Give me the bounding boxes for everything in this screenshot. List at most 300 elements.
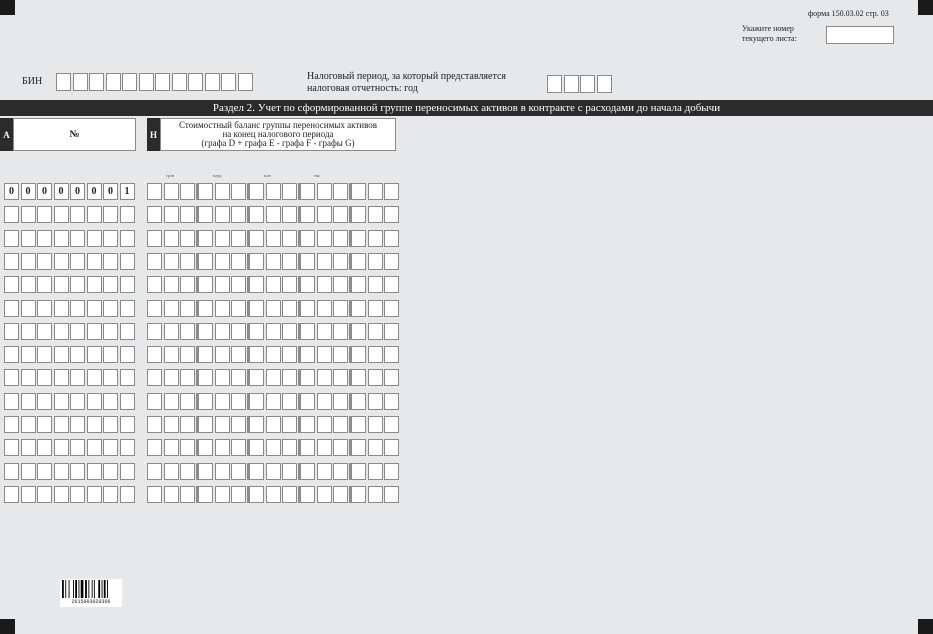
row-number-cell[interactable] [21, 206, 36, 223]
row-number-cell[interactable] [54, 253, 69, 270]
amount-digit-cell[interactable] [215, 300, 230, 317]
amount-digit-cell[interactable] [351, 253, 366, 270]
row-number-cell[interactable] [4, 393, 19, 410]
amount-digit-cell[interactable] [368, 300, 383, 317]
row-number-cell[interactable] [4, 276, 19, 293]
amount-digit-cell[interactable] [231, 206, 246, 223]
amount-digit-cell[interactable] [231, 369, 246, 386]
amount-digit-cell[interactable] [384, 300, 399, 317]
row-number-cell[interactable] [4, 346, 19, 363]
row-number-cell[interactable] [120, 439, 135, 456]
row-number-cell[interactable] [103, 253, 118, 270]
amount-digit-cell[interactable] [351, 183, 366, 200]
amount-digit-cell[interactable] [317, 439, 332, 456]
amount-digit-cell[interactable] [351, 416, 366, 433]
amount-digit-cell[interactable] [351, 230, 366, 247]
row-number-cell[interactable] [54, 206, 69, 223]
amount-digit-cell[interactable] [266, 369, 281, 386]
row-number-cell[interactable] [70, 206, 85, 223]
amount-digit-cell[interactable] [282, 463, 297, 480]
amount-digit-cell[interactable] [282, 183, 297, 200]
amount-digit-cell[interactable] [317, 183, 332, 200]
row-number-cell[interactable] [21, 486, 36, 503]
amount-digit-cell[interactable] [249, 183, 264, 200]
amount-digit-cell[interactable] [164, 369, 179, 386]
amount-digit-cell[interactable] [231, 463, 246, 480]
amount-digit-cell[interactable] [164, 393, 179, 410]
amount-digit-cell[interactable] [384, 393, 399, 410]
amount-digit-cell[interactable] [147, 230, 162, 247]
row-number-cell[interactable] [87, 300, 102, 317]
row-number-cell[interactable]: 0 [37, 183, 52, 200]
row-number-cell[interactable] [37, 439, 52, 456]
row-number-cell[interactable] [70, 393, 85, 410]
row-number-cell[interactable] [87, 346, 102, 363]
amount-digit-cell[interactable] [180, 346, 195, 363]
amount-digit-cell[interactable] [147, 439, 162, 456]
amount-digit-cell[interactable] [300, 323, 315, 340]
row-number-cell[interactable] [120, 230, 135, 247]
amount-digit-cell[interactable] [333, 183, 348, 200]
row-number-cell[interactable] [70, 439, 85, 456]
row-number-cell[interactable] [37, 206, 52, 223]
row-number-cell[interactable] [54, 393, 69, 410]
amount-digit-cell[interactable] [215, 206, 230, 223]
amount-digit-cell[interactable] [282, 323, 297, 340]
amount-digit-cell[interactable] [266, 439, 281, 456]
amount-digit-cell[interactable] [249, 206, 264, 223]
amount-digit-cell[interactable] [333, 230, 348, 247]
row-number-cell[interactable] [54, 276, 69, 293]
row-number-cell[interactable] [54, 416, 69, 433]
amount-digit-cell[interactable] [266, 230, 281, 247]
amount-digit-cell[interactable] [300, 230, 315, 247]
amount-digit-cell[interactable] [300, 346, 315, 363]
amount-digit-cell[interactable] [249, 230, 264, 247]
amount-digit-cell[interactable] [215, 230, 230, 247]
amount-digit-cell[interactable] [384, 323, 399, 340]
amount-digit-cell[interactable] [351, 486, 366, 503]
amount-digit-cell[interactable] [282, 206, 297, 223]
row-number-cell[interactable] [4, 439, 19, 456]
amount-digit-cell[interactable] [300, 439, 315, 456]
amount-digit-cell[interactable] [300, 206, 315, 223]
amount-digit-cell[interactable] [198, 183, 213, 200]
amount-digit-cell[interactable] [266, 253, 281, 270]
row-number-cell[interactable]: 0 [103, 183, 118, 200]
amount-digit-cell[interactable] [368, 463, 383, 480]
amount-digit-cell[interactable] [147, 253, 162, 270]
amount-digit-cell[interactable] [180, 323, 195, 340]
row-number-cell[interactable] [87, 253, 102, 270]
row-number-cell[interactable] [54, 230, 69, 247]
amount-digit-cell[interactable] [266, 393, 281, 410]
row-number-cell[interactable] [103, 346, 118, 363]
amount-digit-cell[interactable] [231, 393, 246, 410]
amount-digit-cell[interactable] [147, 416, 162, 433]
amount-digit-cell[interactable] [300, 300, 315, 317]
sheet-number-field[interactable] [826, 26, 894, 44]
row-number-cell[interactable] [120, 486, 135, 503]
amount-digit-cell[interactable] [368, 230, 383, 247]
row-number-cell[interactable] [37, 463, 52, 480]
bin-digit-cell[interactable] [205, 73, 220, 91]
amount-digit-cell[interactable] [333, 346, 348, 363]
row-number-cell[interactable] [120, 276, 135, 293]
row-number-cell[interactable] [120, 323, 135, 340]
amount-digit-cell[interactable] [333, 463, 348, 480]
row-number-cell[interactable] [4, 206, 19, 223]
amount-digit-cell[interactable] [198, 439, 213, 456]
amount-digit-cell[interactable] [384, 346, 399, 363]
amount-digit-cell[interactable] [317, 230, 332, 247]
amount-digit-cell[interactable] [282, 369, 297, 386]
amount-digit-cell[interactable] [147, 486, 162, 503]
amount-digit-cell[interactable] [351, 206, 366, 223]
amount-digit-cell[interactable] [351, 300, 366, 317]
row-number-cell[interactable] [37, 369, 52, 386]
amount-digit-cell[interactable] [147, 206, 162, 223]
amount-digit-cell[interactable] [198, 253, 213, 270]
row-number-cell[interactable] [54, 439, 69, 456]
row-number-cell[interactable] [103, 416, 118, 433]
row-number-cell[interactable] [37, 486, 52, 503]
amount-digit-cell[interactable] [249, 486, 264, 503]
amount-digit-cell[interactable] [266, 463, 281, 480]
amount-digit-cell[interactable] [351, 276, 366, 293]
amount-digit-cell[interactable] [164, 276, 179, 293]
amount-digit-cell[interactable] [164, 486, 179, 503]
row-number-cell[interactable] [21, 393, 36, 410]
amount-digit-cell[interactable] [266, 300, 281, 317]
amount-digit-cell[interactable] [215, 463, 230, 480]
row-number-cell[interactable] [120, 253, 135, 270]
amount-digit-cell[interactable] [317, 300, 332, 317]
row-number-cell[interactable] [87, 486, 102, 503]
row-number-cell[interactable] [120, 369, 135, 386]
amount-digit-cell[interactable] [300, 463, 315, 480]
row-number-cell[interactable] [87, 393, 102, 410]
amount-digit-cell[interactable] [282, 276, 297, 293]
row-number-cell[interactable] [120, 463, 135, 480]
amount-digit-cell[interactable] [300, 369, 315, 386]
amount-digit-cell[interactable] [351, 369, 366, 386]
row-number-cell[interactable]: 0 [4, 183, 19, 200]
amount-digit-cell[interactable] [147, 323, 162, 340]
row-number-cell[interactable]: 0 [54, 183, 69, 200]
amount-digit-cell[interactable] [317, 253, 332, 270]
row-number-cell[interactable] [21, 346, 36, 363]
amount-digit-cell[interactable] [231, 486, 246, 503]
amount-digit-cell[interactable] [333, 276, 348, 293]
row-number-cell[interactable] [70, 416, 85, 433]
amount-digit-cell[interactable] [231, 230, 246, 247]
amount-digit-cell[interactable] [317, 463, 332, 480]
amount-digit-cell[interactable] [384, 369, 399, 386]
row-number-cell[interactable] [4, 300, 19, 317]
amount-digit-cell[interactable] [231, 323, 246, 340]
row-number-cell[interactable] [103, 230, 118, 247]
bin-digit-cell[interactable] [172, 73, 187, 91]
row-number-cell[interactable] [54, 300, 69, 317]
amount-digit-cell[interactable] [215, 183, 230, 200]
amount-digit-cell[interactable] [368, 416, 383, 433]
row-number-cell[interactable] [87, 463, 102, 480]
row-number-cell[interactable] [37, 276, 52, 293]
row-number-cell[interactable] [37, 346, 52, 363]
amount-digit-cell[interactable] [249, 369, 264, 386]
amount-digit-cell[interactable] [180, 393, 195, 410]
amount-digit-cell[interactable] [249, 346, 264, 363]
row-number-cell[interactable] [120, 300, 135, 317]
row-number-cell[interactable] [103, 439, 118, 456]
amount-digit-cell[interactable] [198, 416, 213, 433]
row-number-cell[interactable] [87, 230, 102, 247]
amount-digit-cell[interactable] [384, 439, 399, 456]
amount-digit-cell[interactable] [351, 323, 366, 340]
amount-digit-cell[interactable] [215, 369, 230, 386]
bin-digit-cell[interactable] [122, 73, 137, 91]
bin-digit-cell[interactable] [106, 73, 121, 91]
row-number-cell[interactable] [70, 463, 85, 480]
amount-digit-cell[interactable] [147, 463, 162, 480]
amount-digit-cell[interactable] [266, 346, 281, 363]
row-number-cell[interactable] [54, 323, 69, 340]
amount-digit-cell[interactable] [180, 276, 195, 293]
amount-digit-cell[interactable] [300, 393, 315, 410]
amount-digit-cell[interactable] [384, 416, 399, 433]
amount-digit-cell[interactable] [231, 300, 246, 317]
amount-digit-cell[interactable] [317, 346, 332, 363]
amount-digit-cell[interactable] [164, 300, 179, 317]
amount-digit-cell[interactable] [333, 369, 348, 386]
amount-digit-cell[interactable] [198, 463, 213, 480]
row-number-cell[interactable] [103, 393, 118, 410]
amount-digit-cell[interactable] [147, 183, 162, 200]
amount-digit-cell[interactable] [317, 276, 332, 293]
amount-digit-cell[interactable] [282, 300, 297, 317]
row-number-cell[interactable] [21, 230, 36, 247]
amount-digit-cell[interactable] [249, 323, 264, 340]
amount-digit-cell[interactable] [333, 439, 348, 456]
amount-digit-cell[interactable] [300, 276, 315, 293]
row-number-cell[interactable] [87, 439, 102, 456]
amount-digit-cell[interactable] [317, 486, 332, 503]
amount-digit-cell[interactable] [282, 230, 297, 247]
row-number-cell[interactable] [70, 300, 85, 317]
amount-digit-cell[interactable] [317, 323, 332, 340]
row-number-cell[interactable] [87, 369, 102, 386]
row-number-cell[interactable] [70, 253, 85, 270]
amount-digit-cell[interactable] [249, 253, 264, 270]
amount-digit-cell[interactable] [368, 439, 383, 456]
amount-digit-cell[interactable] [147, 300, 162, 317]
amount-digit-cell[interactable] [198, 486, 213, 503]
amount-digit-cell[interactable] [215, 393, 230, 410]
amount-digit-cell[interactable] [198, 346, 213, 363]
amount-digit-cell[interactable] [215, 253, 230, 270]
amount-digit-cell[interactable] [266, 206, 281, 223]
amount-digit-cell[interactable] [164, 346, 179, 363]
amount-digit-cell[interactable] [368, 183, 383, 200]
row-number-cell[interactable] [4, 323, 19, 340]
amount-digit-cell[interactable] [282, 416, 297, 433]
amount-digit-cell[interactable] [384, 230, 399, 247]
amount-digit-cell[interactable] [351, 346, 366, 363]
amount-digit-cell[interactable] [198, 206, 213, 223]
amount-digit-cell[interactable] [266, 486, 281, 503]
amount-digit-cell[interactable] [300, 183, 315, 200]
row-number-cell[interactable] [70, 230, 85, 247]
amount-digit-cell[interactable] [180, 300, 195, 317]
amount-digit-cell[interactable] [333, 323, 348, 340]
row-number-cell[interactable] [70, 323, 85, 340]
row-number-cell[interactable] [103, 300, 118, 317]
row-number-cell[interactable]: 0 [21, 183, 36, 200]
row-number-cell[interactable] [87, 206, 102, 223]
amount-digit-cell[interactable] [249, 300, 264, 317]
amount-digit-cell[interactable] [164, 463, 179, 480]
row-number-cell[interactable] [103, 369, 118, 386]
amount-digit-cell[interactable] [368, 346, 383, 363]
row-number-cell[interactable] [21, 369, 36, 386]
row-number-cell[interactable] [4, 416, 19, 433]
amount-digit-cell[interactable] [317, 393, 332, 410]
row-number-cell[interactable] [21, 323, 36, 340]
row-number-cell[interactable] [120, 346, 135, 363]
amount-digit-cell[interactable] [164, 439, 179, 456]
amount-digit-cell[interactable] [215, 439, 230, 456]
amount-digit-cell[interactable] [180, 183, 195, 200]
amount-digit-cell[interactable] [231, 346, 246, 363]
amount-digit-cell[interactable] [147, 393, 162, 410]
bin-digit-cell[interactable] [221, 73, 236, 91]
amount-digit-cell[interactable] [368, 253, 383, 270]
row-number-cell[interactable] [4, 253, 19, 270]
row-number-cell[interactable] [103, 486, 118, 503]
amount-digit-cell[interactable] [384, 463, 399, 480]
row-number-cell[interactable] [4, 230, 19, 247]
amount-digit-cell[interactable] [351, 393, 366, 410]
amount-digit-cell[interactable] [266, 183, 281, 200]
tax-year-digit-cell[interactable] [597, 75, 612, 93]
amount-digit-cell[interactable] [180, 230, 195, 247]
row-number-cell[interactable]: 1 [120, 183, 135, 200]
amount-digit-cell[interactable] [164, 183, 179, 200]
row-number-cell[interactable] [103, 276, 118, 293]
amount-digit-cell[interactable] [215, 416, 230, 433]
amount-digit-cell[interactable] [300, 253, 315, 270]
bin-digit-cell[interactable] [188, 73, 203, 91]
amount-digit-cell[interactable] [300, 486, 315, 503]
amount-digit-cell[interactable] [282, 486, 297, 503]
row-number-cell[interactable] [87, 323, 102, 340]
amount-digit-cell[interactable] [333, 253, 348, 270]
row-number-cell[interactable] [37, 323, 52, 340]
amount-digit-cell[interactable] [249, 393, 264, 410]
row-number-cell[interactable] [4, 463, 19, 480]
amount-digit-cell[interactable] [249, 439, 264, 456]
amount-digit-cell[interactable] [333, 393, 348, 410]
row-number-cell[interactable] [54, 369, 69, 386]
row-number-cell[interactable] [87, 276, 102, 293]
amount-digit-cell[interactable] [368, 369, 383, 386]
bin-digit-cell[interactable] [56, 73, 71, 91]
amount-digit-cell[interactable] [164, 416, 179, 433]
row-number-cell[interactable] [37, 253, 52, 270]
row-number-cell[interactable] [70, 369, 85, 386]
amount-digit-cell[interactable] [351, 463, 366, 480]
row-number-cell[interactable] [120, 393, 135, 410]
row-number-cell[interactable] [120, 416, 135, 433]
tax-year-digit-cell[interactable] [547, 75, 562, 93]
amount-digit-cell[interactable] [249, 416, 264, 433]
amount-digit-cell[interactable] [368, 206, 383, 223]
amount-digit-cell[interactable] [147, 276, 162, 293]
amount-digit-cell[interactable] [300, 416, 315, 433]
amount-digit-cell[interactable] [147, 346, 162, 363]
amount-digit-cell[interactable] [198, 230, 213, 247]
amount-digit-cell[interactable] [147, 369, 162, 386]
row-number-cell[interactable] [54, 463, 69, 480]
tax-year-digit-cell[interactable] [580, 75, 595, 93]
row-number-cell[interactable] [103, 206, 118, 223]
amount-digit-cell[interactable] [266, 416, 281, 433]
row-number-cell[interactable] [21, 276, 36, 293]
amount-digit-cell[interactable] [317, 416, 332, 433]
amount-digit-cell[interactable] [266, 323, 281, 340]
amount-digit-cell[interactable] [333, 486, 348, 503]
amount-digit-cell[interactable] [333, 300, 348, 317]
amount-digit-cell[interactable] [384, 486, 399, 503]
amount-digit-cell[interactable] [198, 300, 213, 317]
bin-digit-cell[interactable] [238, 73, 253, 91]
amount-digit-cell[interactable] [198, 393, 213, 410]
row-number-cell[interactable] [21, 463, 36, 480]
row-number-cell[interactable] [21, 416, 36, 433]
amount-digit-cell[interactable] [231, 416, 246, 433]
row-number-cell[interactable]: 0 [70, 183, 85, 200]
amount-digit-cell[interactable] [384, 206, 399, 223]
amount-digit-cell[interactable] [198, 369, 213, 386]
row-number-cell[interactable] [103, 323, 118, 340]
bin-digit-cell[interactable] [89, 73, 104, 91]
row-number-cell[interactable] [120, 206, 135, 223]
amount-digit-cell[interactable] [333, 206, 348, 223]
row-number-cell[interactable] [70, 276, 85, 293]
amount-digit-cell[interactable] [333, 416, 348, 433]
amount-digit-cell[interactable] [180, 463, 195, 480]
amount-digit-cell[interactable] [215, 346, 230, 363]
amount-digit-cell[interactable] [198, 323, 213, 340]
row-number-cell[interactable]: 0 [87, 183, 102, 200]
row-number-cell[interactable] [4, 486, 19, 503]
amount-digit-cell[interactable] [384, 183, 399, 200]
bin-digit-cell[interactable] [73, 73, 88, 91]
amount-digit-cell[interactable] [368, 276, 383, 293]
row-number-cell[interactable] [37, 393, 52, 410]
amount-digit-cell[interactable] [231, 253, 246, 270]
amount-digit-cell[interactable] [215, 276, 230, 293]
amount-digit-cell[interactable] [368, 393, 383, 410]
row-number-cell[interactable] [87, 416, 102, 433]
amount-digit-cell[interactable] [351, 439, 366, 456]
row-number-cell[interactable] [37, 416, 52, 433]
row-number-cell[interactable] [54, 486, 69, 503]
row-number-cell[interactable] [70, 346, 85, 363]
amount-digit-cell[interactable] [198, 276, 213, 293]
row-number-cell[interactable] [37, 300, 52, 317]
